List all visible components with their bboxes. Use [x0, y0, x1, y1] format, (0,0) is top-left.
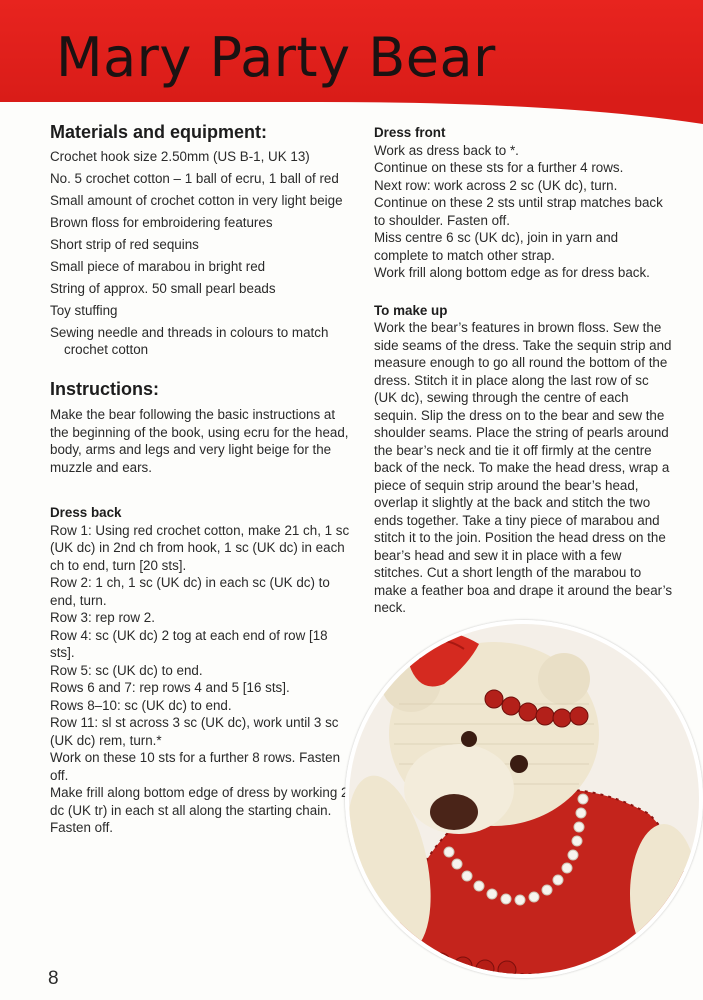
- materials-list: [50, 148, 350, 359]
- page-title: Mary Party Bear: [56, 26, 496, 89]
- make-up-heading: To make up: [374, 302, 448, 318]
- dress-front-heading: Dress front: [374, 125, 446, 140]
- materials-heading: Materials and equipment:: [50, 122, 268, 142]
- instructions-intro: Make the bear following the basic instructions at the beginning of the book, using ecru for the head, body, arms and legs and very light beige for the muzzle and ears.: [50, 407, 349, 475]
- dress-back-step: Rows 6 and 7: rep rows 4 and 5 [16 sts].: [50, 680, 290, 695]
- make-up-text: Work the bear’s features in brown floss. Sew the side seams of the dress. Take the sequin strip and measure enough to go all round the bottom of the dress. Stitch it in place along the last row of sc (UK dc), sewing through the centre of each sequin. Slip the dress on to the bear and sew the shoulder seams. Place the string of pearls around the bear’s neck and tie it off firmly at the centre back of the neck. To make the head dress, wrap a piece of sequin strip around the bear’s head, overlap it slightly at the back and stitch the two ends together. Take a tiny piece of marabou and stitch it to the join. Position the head dress on the bear’s head and sew it in place with a few stitches. Cut a short length of the marabou to make a feather boa and drape it around the bear’s neck.: [374, 320, 673, 615]
- dress-back-step: Make frill along bottom edge of dress by working 2 dc (UK tr) in each st all along the starting chain. Fasten off.: [50, 785, 349, 835]
- left-column: [50, 124, 350, 837]
- dress-front-step: Next row: work across 2 sc (UK dc), turn.: [374, 177, 618, 193]
- dress-back-step: Row 2: 1 ch, 1 sc (UK dc) in each sc (UK dc) to end, turn.: [50, 575, 330, 608]
- dress-front-step: Work as dress back to *.: [374, 142, 519, 158]
- dress-back-step: Row 11: sl st across 3 sc (UK dc), work until 3 sc (UK dc) rem, turn.*: [50, 715, 339, 748]
- dress-back-step: Row 1: Using red crochet cotton, make 21 ch, 1 sc (UK dc) in 2nd ch from hook, 1 sc (UK dc) in each ch to end, turn [20 sts].: [50, 522, 350, 573]
- page-number: 8: [48, 968, 59, 989]
- list-item: Toy stuffing: [50, 302, 118, 318]
- list-item: No. 5 crochet cotton – 1 ball of ecru, 1 ball of red: [50, 170, 339, 186]
- list-item: Crochet hook size 2.50mm (US B-1, UK 13): [50, 148, 310, 164]
- dress-front-step: Miss centre 6 sc (UK dc), join in yarn and complete to match other strap.: [374, 230, 619, 263]
- list-item: Sewing needle and threads in colours to match crochet cotton: [50, 324, 329, 357]
- dress-front-step: Work frill along bottom edge as for dress back.: [374, 265, 650, 280]
- dress-back-step: Rows 8–10: sc (UK dc) to end.: [50, 697, 232, 713]
- list-item: Short strip of red sequins: [50, 236, 199, 252]
- instructions-heading: Instructions:: [50, 378, 160, 399]
- dress-back-heading: Dress back: [50, 505, 122, 520]
- list-item: Small piece of marabou in bright red: [50, 258, 266, 274]
- right-column: [374, 124, 674, 617]
- crochet-bear-illustration: [349, 624, 699, 974]
- dress-front-step: Continue on these sts for a further 4 rows.: [374, 160, 624, 175]
- dress-back-step: Row 3: rep row 2.: [50, 610, 155, 625]
- list-item: String of approx. 50 small pearl beads: [50, 280, 276, 296]
- dress-back-step: Row 4: sc (UK dc) 2 tog at each end of row [18 sts].: [50, 627, 328, 660]
- list-item: Small amount of crochet cotton in very light beige: [50, 192, 343, 208]
- dress-back-step: Work on these 10 sts for a further 8 rows. Fasten off.: [50, 750, 341, 783]
- bear-photo: [345, 620, 703, 978]
- dress-front-step: Continue on these 2 sts until strap matches back to shoulder. Fasten off.: [374, 195, 663, 228]
- list-item: Brown floss for embroidering features: [50, 214, 273, 230]
- dress-back-step: Row 5: sc (UK dc) to end.: [50, 662, 203, 678]
